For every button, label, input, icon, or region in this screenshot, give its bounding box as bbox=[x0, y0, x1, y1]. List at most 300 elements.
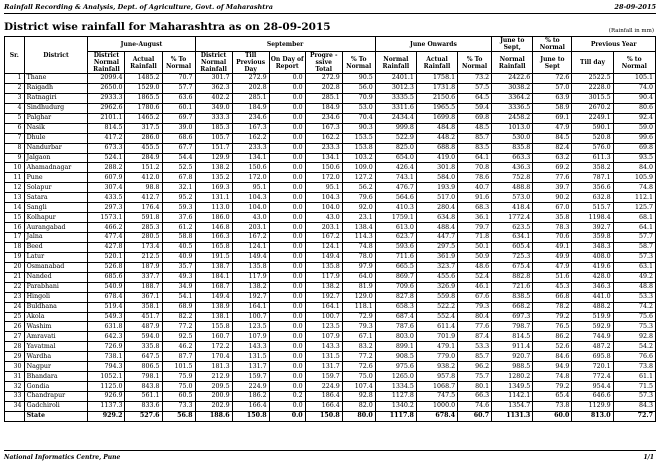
cell-value: 1465.2 bbox=[125, 113, 162, 123]
cell-sr: 4 bbox=[5, 103, 25, 113]
cell-value: 49.9 bbox=[533, 252, 572, 262]
cell-value: 77.6 bbox=[533, 173, 572, 183]
cell-value: 2422.6 bbox=[492, 74, 533, 84]
cell-value: 738.1 bbox=[88, 352, 125, 362]
cell-value: 297.3 bbox=[88, 203, 125, 213]
cell-value: 517.0 bbox=[416, 193, 457, 203]
cell-value: 408.0 bbox=[572, 252, 613, 262]
cell-sr: 17 bbox=[5, 233, 25, 243]
cell-value: 436.3 bbox=[492, 163, 533, 173]
cell-value: 623.5 bbox=[492, 223, 533, 233]
cell-value: 1334.5 bbox=[375, 382, 416, 392]
cell-value: 573.0 bbox=[492, 193, 533, 203]
cell-sr: 25 bbox=[5, 312, 25, 322]
cell-value: 64.5 bbox=[458, 93, 492, 103]
cell-value: 0.0 bbox=[269, 352, 305, 362]
cell-value: 594.0 bbox=[125, 332, 162, 342]
cell-value: 105.9 bbox=[613, 173, 655, 183]
cell-value: 488.8 bbox=[492, 183, 533, 193]
cell-value: 92.8 bbox=[613, 332, 655, 342]
cell-value: 131.7 bbox=[305, 362, 342, 372]
cell-district: Bhandara bbox=[24, 372, 88, 382]
cell-value: 526.8 bbox=[88, 262, 125, 272]
cell-value: 646.6 bbox=[572, 392, 613, 402]
cell-value: 487.2 bbox=[572, 342, 613, 352]
cell-value: 0.0 bbox=[269, 103, 305, 113]
cell-value: 0.0 bbox=[269, 163, 305, 173]
cell-value: 2401.1 bbox=[375, 74, 416, 84]
cell-value: 0.0 bbox=[269, 113, 305, 123]
cell-value: 71.5 bbox=[613, 382, 655, 392]
cell-value: 100.7 bbox=[232, 312, 269, 322]
cell-district: Nagpur bbox=[24, 362, 88, 372]
table-row bbox=[5, 382, 656, 392]
cell-value: 149.4 bbox=[305, 252, 342, 262]
cell-value: 1280.2 bbox=[492, 372, 533, 382]
cell-value: 162.2 bbox=[232, 133, 269, 143]
cell-value: 356.6 bbox=[572, 183, 613, 193]
cell-value: 744.9 bbox=[572, 332, 613, 342]
cell-value: 131.7 bbox=[232, 362, 269, 372]
cell-value: 164.1 bbox=[232, 302, 269, 312]
cell-value: 1052.1 bbox=[88, 372, 125, 382]
cell-value: 63.2 bbox=[533, 153, 572, 163]
cell-value: 138.2 bbox=[232, 282, 269, 292]
cell-value: 112.1 bbox=[613, 193, 655, 203]
cell-value: 39.0 bbox=[162, 123, 195, 133]
cell-value: 678.4 bbox=[88, 292, 125, 302]
cell-value: 107.9 bbox=[232, 332, 269, 342]
cell-value: 63.1 bbox=[613, 262, 655, 272]
cell-value: 1731.8 bbox=[416, 83, 457, 93]
header-divider bbox=[4, 13, 656, 14]
cell-value: 607.9 bbox=[88, 173, 125, 183]
cell-value: 899.1 bbox=[375, 342, 416, 352]
cell-value: 297.5 bbox=[416, 242, 457, 252]
table-row bbox=[5, 163, 656, 173]
cell-value: 835.8 bbox=[492, 143, 533, 153]
table-row bbox=[5, 272, 656, 282]
cell-sr: 15 bbox=[5, 213, 25, 223]
cell-value: 524.1 bbox=[88, 153, 125, 163]
cell-value: 90.5 bbox=[342, 74, 375, 84]
cell-value: 3038.2 bbox=[492, 83, 533, 93]
table-row bbox=[5, 83, 656, 93]
table-row bbox=[5, 242, 656, 252]
cell-value: 184.1 bbox=[195, 272, 232, 282]
cell-district: Akola bbox=[24, 312, 88, 322]
cell-value: 79.2 bbox=[533, 312, 572, 322]
cell-value: 1198.4 bbox=[572, 213, 613, 223]
table-row bbox=[5, 302, 656, 312]
cell-value: 68.3 bbox=[458, 203, 492, 213]
cell-value: 448.2 bbox=[416, 133, 457, 143]
cell-value: 52.6 bbox=[533, 342, 572, 352]
cell-value: 72.6 bbox=[342, 362, 375, 372]
cell-value: 69.7 bbox=[162, 113, 195, 123]
cell-value: 2962.6 bbox=[88, 103, 125, 113]
cell-value: 79.2 bbox=[533, 382, 572, 392]
cell-value: 114.3 bbox=[342, 233, 375, 243]
cell-value: 193.9 bbox=[416, 183, 457, 193]
cell-value: 46.2 bbox=[162, 342, 195, 352]
cell-value: 333.3 bbox=[195, 113, 232, 123]
cell-value: 125.7 bbox=[613, 203, 655, 213]
cell-value: 1068.7 bbox=[416, 382, 457, 392]
cell-value: 104.0 bbox=[232, 203, 269, 213]
cell-value: 53.3 bbox=[613, 292, 655, 302]
cell-value: 701.9 bbox=[416, 332, 457, 342]
cell-sr: 9 bbox=[5, 153, 25, 163]
cell-sr: 34 bbox=[5, 401, 25, 411]
table-row bbox=[5, 392, 656, 402]
cell-value: 0.0 bbox=[269, 153, 305, 163]
cell-value: 61.2 bbox=[162, 223, 195, 233]
page-number: 1/1 bbox=[643, 454, 654, 461]
cell-value: 743.1 bbox=[375, 173, 416, 183]
cell-value: 2150.6 bbox=[416, 93, 457, 103]
cell-value: 3015.5 bbox=[572, 93, 613, 103]
cell-value: 530.0 bbox=[492, 133, 533, 143]
cell-value: 233.3 bbox=[305, 143, 342, 153]
cell-value: 0.0 bbox=[269, 213, 305, 223]
cell-value: 59.3 bbox=[162, 203, 195, 213]
cell-sr: 2 bbox=[5, 83, 25, 93]
cell-value: 56.0 bbox=[342, 83, 375, 93]
cell-value: 146.8 bbox=[195, 223, 232, 233]
cell-district: Solapur bbox=[24, 183, 88, 193]
cell-value: 34.9 bbox=[162, 282, 195, 292]
cell-value: 186.4 bbox=[305, 392, 342, 402]
total-row bbox=[5, 411, 656, 421]
cell-value: 138.4 bbox=[342, 223, 375, 233]
cell-value: 92.4 bbox=[613, 113, 655, 123]
cell-sr: 18 bbox=[5, 242, 25, 252]
col-sep-progressive: Progre -ssive Total bbox=[305, 52, 342, 74]
cell-value: 93.5 bbox=[613, 153, 655, 163]
cell-value: 678.4 bbox=[416, 411, 457, 421]
cell-value: 224.9 bbox=[305, 382, 342, 392]
cell-value: 48.6 bbox=[458, 262, 492, 272]
cell-value: 52.5 bbox=[162, 163, 195, 173]
cell-value: 166.4 bbox=[232, 401, 269, 411]
cell-district: State bbox=[24, 411, 88, 421]
cell-value: 109.0 bbox=[342, 163, 375, 173]
cell-district: Gadchiroli bbox=[24, 401, 88, 411]
cell-value: 647.5 bbox=[125, 352, 162, 362]
cell-value: 806.5 bbox=[125, 362, 162, 372]
cell-value: 160.7 bbox=[195, 332, 232, 342]
cell-value: 78.6 bbox=[458, 173, 492, 183]
cell-value: 79.6 bbox=[342, 193, 375, 203]
cell-value: 48.5 bbox=[458, 123, 492, 133]
cell-value: 188.7 bbox=[125, 282, 162, 292]
table-row bbox=[5, 282, 656, 292]
cell-value: 803.0 bbox=[375, 332, 416, 342]
cell-value: 58.7 bbox=[613, 242, 655, 252]
cell-value: 76.6 bbox=[613, 352, 655, 362]
cell-value: 77.2 bbox=[162, 322, 195, 332]
cell-value: 3364.2 bbox=[492, 93, 533, 103]
cell-district: Aurangabad bbox=[24, 223, 88, 233]
cell-value: 721.6 bbox=[492, 282, 533, 292]
cell-value: 272.9 bbox=[232, 74, 269, 84]
cell-value: 72.7 bbox=[613, 411, 655, 421]
cell-district: Latur bbox=[24, 252, 88, 262]
cell-value: 50.1 bbox=[458, 242, 492, 252]
cell-district: Washim bbox=[24, 322, 88, 332]
cell-district: Ratnagiri bbox=[24, 93, 88, 103]
cell-value: 87.4 bbox=[458, 332, 492, 342]
cell-value: 69.8 bbox=[458, 113, 492, 123]
group-previous-year: Previous Year bbox=[572, 37, 656, 52]
rainfall-table bbox=[4, 36, 656, 422]
cell-value: 87.7 bbox=[162, 352, 195, 362]
cell-value: 2101.1 bbox=[88, 113, 125, 123]
cell-value: 49.3 bbox=[162, 272, 195, 282]
cell-value: 794.3 bbox=[88, 362, 125, 372]
cell-value: 98.8 bbox=[125, 183, 162, 193]
cell-value: 162.2 bbox=[305, 133, 342, 143]
cell-district: Kolhapur bbox=[24, 213, 88, 223]
cell-value: 91.6 bbox=[458, 193, 492, 203]
cell-sr: 19 bbox=[5, 252, 25, 262]
cell-value: 675.4 bbox=[492, 262, 533, 272]
cell-value: 170.4 bbox=[195, 352, 232, 362]
cell-value: 288.2 bbox=[88, 163, 125, 173]
cell-value: 75.3 bbox=[613, 322, 655, 332]
cell-value: 0.0 bbox=[269, 74, 305, 84]
cell-value: 2228.0 bbox=[572, 83, 613, 93]
cell-value: 418.4 bbox=[492, 203, 533, 213]
cell-value: 124.1 bbox=[232, 242, 269, 252]
cell-value: 212.9 bbox=[195, 372, 232, 382]
cell-value: 988.5 bbox=[492, 362, 533, 372]
cell-value: 35.8 bbox=[533, 213, 572, 223]
cell-value: 1759.1 bbox=[375, 213, 416, 223]
cell-district: Amravati bbox=[24, 332, 88, 342]
cell-value: 1137.3 bbox=[88, 401, 125, 411]
cell-value: 402.2 bbox=[195, 93, 232, 103]
cell-value: 954.4 bbox=[572, 382, 613, 392]
footer-source: National Informatics Centre, Pune bbox=[4, 454, 121, 461]
cell-value: 234.6 bbox=[305, 113, 342, 123]
cell-value: 192.7 bbox=[305, 292, 342, 302]
cell-value: 71.8 bbox=[458, 233, 492, 243]
cell-value: 584.0 bbox=[416, 173, 457, 183]
cell-district: Buldhana bbox=[24, 302, 88, 312]
cell-district: Yavatmal bbox=[24, 342, 88, 352]
cell-district: Osmanabad bbox=[24, 262, 88, 272]
cell-value: 75.6 bbox=[613, 312, 655, 322]
cell-value: 135.8 bbox=[305, 262, 342, 272]
cell-value: 787.1 bbox=[572, 173, 613, 183]
cell-value: 57.5 bbox=[458, 83, 492, 93]
cell-value: 564.6 bbox=[375, 193, 416, 203]
department-label: Rainfall Recording & Analysis, Dept. of Agriculture, Govt. of Maharashtra bbox=[4, 3, 273, 11]
cell-value: 173.4 bbox=[125, 242, 162, 252]
cell-value: 697.3 bbox=[492, 312, 533, 322]
cell-value: 134.1 bbox=[232, 153, 269, 163]
cell-value: 124.1 bbox=[305, 242, 342, 252]
cell-value: 82.0 bbox=[342, 401, 375, 411]
cell-value: 593.6 bbox=[375, 242, 416, 252]
cell-value: 592.9 bbox=[572, 322, 613, 332]
cell-value: 1758.1 bbox=[416, 74, 457, 84]
cell-value: 84.6 bbox=[533, 352, 572, 362]
cell-value: 73.8 bbox=[613, 362, 655, 372]
cell-value: 1865.5 bbox=[125, 93, 162, 103]
cell-value: 57.7 bbox=[613, 233, 655, 243]
cell-value: 188.6 bbox=[195, 411, 232, 421]
cell-value: 455.6 bbox=[416, 272, 457, 282]
cell-value: 123.5 bbox=[305, 322, 342, 332]
cell-value: 280.5 bbox=[125, 233, 162, 243]
cell-value: 527.6 bbox=[125, 411, 162, 421]
cell-value: 96.2 bbox=[458, 362, 492, 372]
header-row-groups bbox=[5, 37, 656, 52]
cell-value: 798.7 bbox=[492, 322, 533, 332]
cell-value: 0.0 bbox=[269, 272, 305, 282]
cell-value: 105.1 bbox=[613, 74, 655, 84]
cell-value: 392.7 bbox=[572, 223, 613, 233]
cell-value: 68.9 bbox=[162, 302, 195, 312]
cell-value: 479.1 bbox=[416, 342, 457, 352]
cell-value: 695.8 bbox=[572, 352, 613, 362]
cell-sr: 11 bbox=[5, 173, 25, 183]
cell-district: Sindhudurg bbox=[24, 103, 88, 113]
cell-value: 84.5 bbox=[533, 133, 572, 143]
cell-value: 726.9 bbox=[88, 342, 125, 352]
cell-sr: 12 bbox=[5, 183, 25, 193]
cell-value: 67.0 bbox=[533, 203, 572, 213]
cell-value: 56.8 bbox=[162, 411, 195, 421]
cell-sr: 27 bbox=[5, 332, 25, 342]
cell-value: 665.5 bbox=[375, 262, 416, 272]
cell-district: Pune bbox=[24, 173, 88, 183]
cell-value: 337.7 bbox=[125, 272, 162, 282]
cell-value: 911.4 bbox=[492, 342, 533, 352]
cell-value: 2458.2 bbox=[492, 113, 533, 123]
cell-value: 46.1 bbox=[458, 282, 492, 292]
cell-value: 814.5 bbox=[492, 332, 533, 342]
cell-value: 69.8 bbox=[613, 143, 655, 153]
table-row bbox=[5, 143, 656, 153]
cell-value: 92.8 bbox=[342, 392, 375, 402]
cell-value: 172.0 bbox=[232, 173, 269, 183]
cell-value: 540.9 bbox=[88, 282, 125, 292]
cell-value: 1529.0 bbox=[125, 83, 162, 93]
cell-value: 35.7 bbox=[162, 262, 195, 272]
cell-value: 747.5 bbox=[416, 392, 457, 402]
cell-value: 814.5 bbox=[88, 123, 125, 133]
cell-value: 634.8 bbox=[416, 213, 457, 223]
cell-value: 166.4 bbox=[305, 401, 342, 411]
cell-value: 184.9 bbox=[232, 103, 269, 113]
cell-sr: 24 bbox=[5, 302, 25, 312]
cell-value: 838.5 bbox=[492, 292, 533, 302]
cell-value: 78.0 bbox=[342, 252, 375, 262]
cell-value: 825.0 bbox=[375, 143, 416, 153]
cell-value: 70.7 bbox=[162, 74, 195, 84]
cell-value: 522.9 bbox=[375, 133, 416, 143]
cell-value: 150.8 bbox=[305, 411, 342, 421]
cell-value: 82.2 bbox=[162, 312, 195, 322]
cell-value: 285.1 bbox=[305, 93, 342, 103]
cell-district: Jalgaon bbox=[24, 153, 88, 163]
cell-value: 127.2 bbox=[342, 173, 375, 183]
cell-value: 725.3 bbox=[492, 252, 533, 262]
cell-value: 176.4 bbox=[125, 203, 162, 213]
cell-value: 358.2 bbox=[572, 163, 613, 173]
cell-district: Dhule bbox=[24, 133, 88, 143]
col-jo-normal: Normal Rainfall bbox=[375, 52, 416, 74]
cell-value: 117.9 bbox=[305, 272, 342, 282]
cell-value: 75.9 bbox=[162, 372, 195, 382]
cell-value: 361.9 bbox=[416, 252, 457, 262]
cell-value: 167.3 bbox=[305, 123, 342, 133]
table-row bbox=[5, 193, 656, 203]
cell-value: 427.8 bbox=[88, 242, 125, 252]
cell-value: 70.9 bbox=[342, 93, 375, 103]
cell-value: 552.4 bbox=[416, 312, 457, 322]
cell-value: 359.8 bbox=[572, 233, 613, 243]
cell-value: 104.3 bbox=[305, 193, 342, 203]
col-pn-sept: June to Sept bbox=[533, 52, 572, 74]
cell-value: 869.7 bbox=[375, 272, 416, 282]
footer-divider bbox=[4, 450, 656, 451]
cell-value: 54.2 bbox=[613, 342, 655, 352]
cell-value: 0.0 bbox=[269, 203, 305, 213]
cell-value: 97.9 bbox=[342, 262, 375, 272]
cell-value: 131.5 bbox=[305, 352, 342, 362]
cell-value: 57.0 bbox=[533, 83, 572, 93]
cell-value: 68.1 bbox=[613, 213, 655, 223]
cell-value: 73.8 bbox=[533, 401, 572, 411]
cell-value: 51.6 bbox=[533, 272, 572, 282]
cell-sr: 23 bbox=[5, 292, 25, 302]
table-row bbox=[5, 322, 656, 332]
col-py-till: Till day bbox=[572, 52, 613, 74]
cell-value: 135.8 bbox=[232, 262, 269, 272]
cell-value: 428.0 bbox=[572, 272, 613, 282]
table-row bbox=[5, 233, 656, 243]
cell-value: 149.4 bbox=[195, 292, 232, 302]
cell-value: 1699.8 bbox=[416, 113, 457, 123]
cell-value: 153.5 bbox=[342, 133, 375, 143]
cell-value: 143.3 bbox=[305, 342, 342, 352]
cell-value: 50.9 bbox=[458, 252, 492, 262]
cell-district: Nanded bbox=[24, 272, 88, 282]
cell-sr: 8 bbox=[5, 143, 25, 153]
cell-value: 74.6 bbox=[458, 401, 492, 411]
cell-value: 2249.1 bbox=[572, 113, 613, 123]
cell-value: 0.0 bbox=[269, 262, 305, 272]
table-row bbox=[5, 292, 656, 302]
cell-value: 103.2 bbox=[342, 153, 375, 163]
cell-value: 590.1 bbox=[572, 123, 613, 133]
cell-value: 129.0 bbox=[342, 292, 375, 302]
cell-value: 149.4 bbox=[232, 252, 269, 262]
cell-value: 203.1 bbox=[232, 223, 269, 233]
cell-value: 57.7 bbox=[162, 83, 195, 93]
col-sep-till: Till Previous Day bbox=[232, 52, 269, 74]
cell-value: 317.5 bbox=[125, 123, 162, 133]
cell-value: 66.3 bbox=[458, 392, 492, 402]
cell-value: 75.0 bbox=[342, 372, 375, 382]
cell-value: 272.9 bbox=[305, 74, 342, 84]
cell-value: 84.3 bbox=[613, 401, 655, 411]
